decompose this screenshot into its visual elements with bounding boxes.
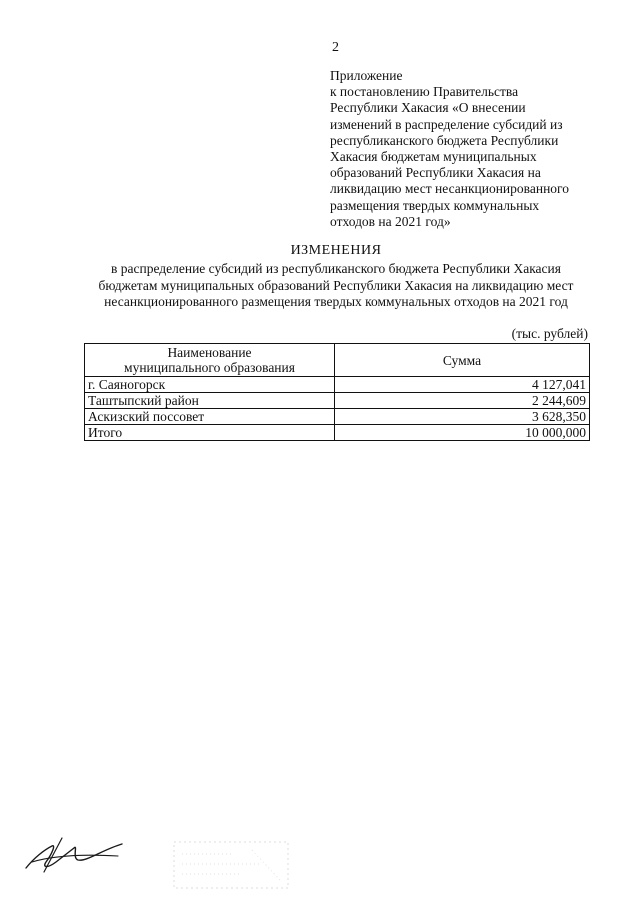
row-sum: 4 127,041 — [335, 377, 590, 393]
subsidy-table — [84, 343, 590, 441]
appendix-line: Республики Хакасия «О внесении — [330, 100, 526, 116]
document-heading: ИЗМЕНЕНИЯ — [290, 243, 382, 258]
table-row — [85, 377, 590, 393]
faded-stamp-icon — [172, 840, 290, 890]
page-number: 2 — [332, 40, 339, 55]
appendix-line: Приложение — [330, 68, 403, 83]
subtitle-line: в распределение субсидий из республиканского бюджета Республики Хакасия — [111, 261, 561, 276]
appendix-line: изменений в распределение субсидий из — [330, 116, 563, 132]
appendix-block — [330, 68, 610, 230]
appendix-line: ликвидацию мест несанкционированного — [330, 181, 569, 197]
subtitle-line: бюджетам муниципальных образований Республики Хакасия на ликвидацию мест — [98, 277, 574, 293]
table-header-row — [85, 344, 590, 377]
row-name: г. Саяногорск — [85, 377, 335, 393]
table-row — [85, 393, 590, 409]
column-header-name — [85, 344, 335, 377]
appendix-line: размещения твердых коммунальных — [330, 197, 540, 213]
column-header-name-line: муниципального образования — [124, 360, 295, 375]
column-header-name-line: Наименование — [167, 345, 252, 360]
appendix-line: Хакасия бюджетам муниципальных — [330, 149, 537, 165]
handwritten-signature-icon — [22, 828, 132, 880]
document-subtitle — [60, 261, 612, 311]
table-row — [85, 409, 590, 425]
row-name: Таштыпский район — [85, 393, 335, 409]
table-total-row — [85, 425, 590, 441]
row-name: Аскизский поссовет — [85, 409, 335, 425]
subtitle-line: несанкционированного размещения твердых коммунальных отходов на 2021 год — [104, 294, 568, 309]
row-sum: 3 628,350 — [335, 409, 590, 425]
row-sum: 10 000,000 — [335, 425, 590, 441]
column-header-sum: Сумма — [335, 344, 590, 377]
appendix-line: отходов на 2021 год» — [330, 213, 451, 229]
appendix-line: образований Республики Хакасия на — [330, 165, 541, 181]
row-name: Итого — [85, 425, 335, 441]
row-sum: 2 244,609 — [335, 393, 590, 409]
appendix-line: республиканского бюджета Республики — [330, 132, 559, 148]
appendix-line: к постановлению Правительства — [330, 84, 519, 100]
units-label: (тыс. рублей) — [511, 326, 588, 341]
